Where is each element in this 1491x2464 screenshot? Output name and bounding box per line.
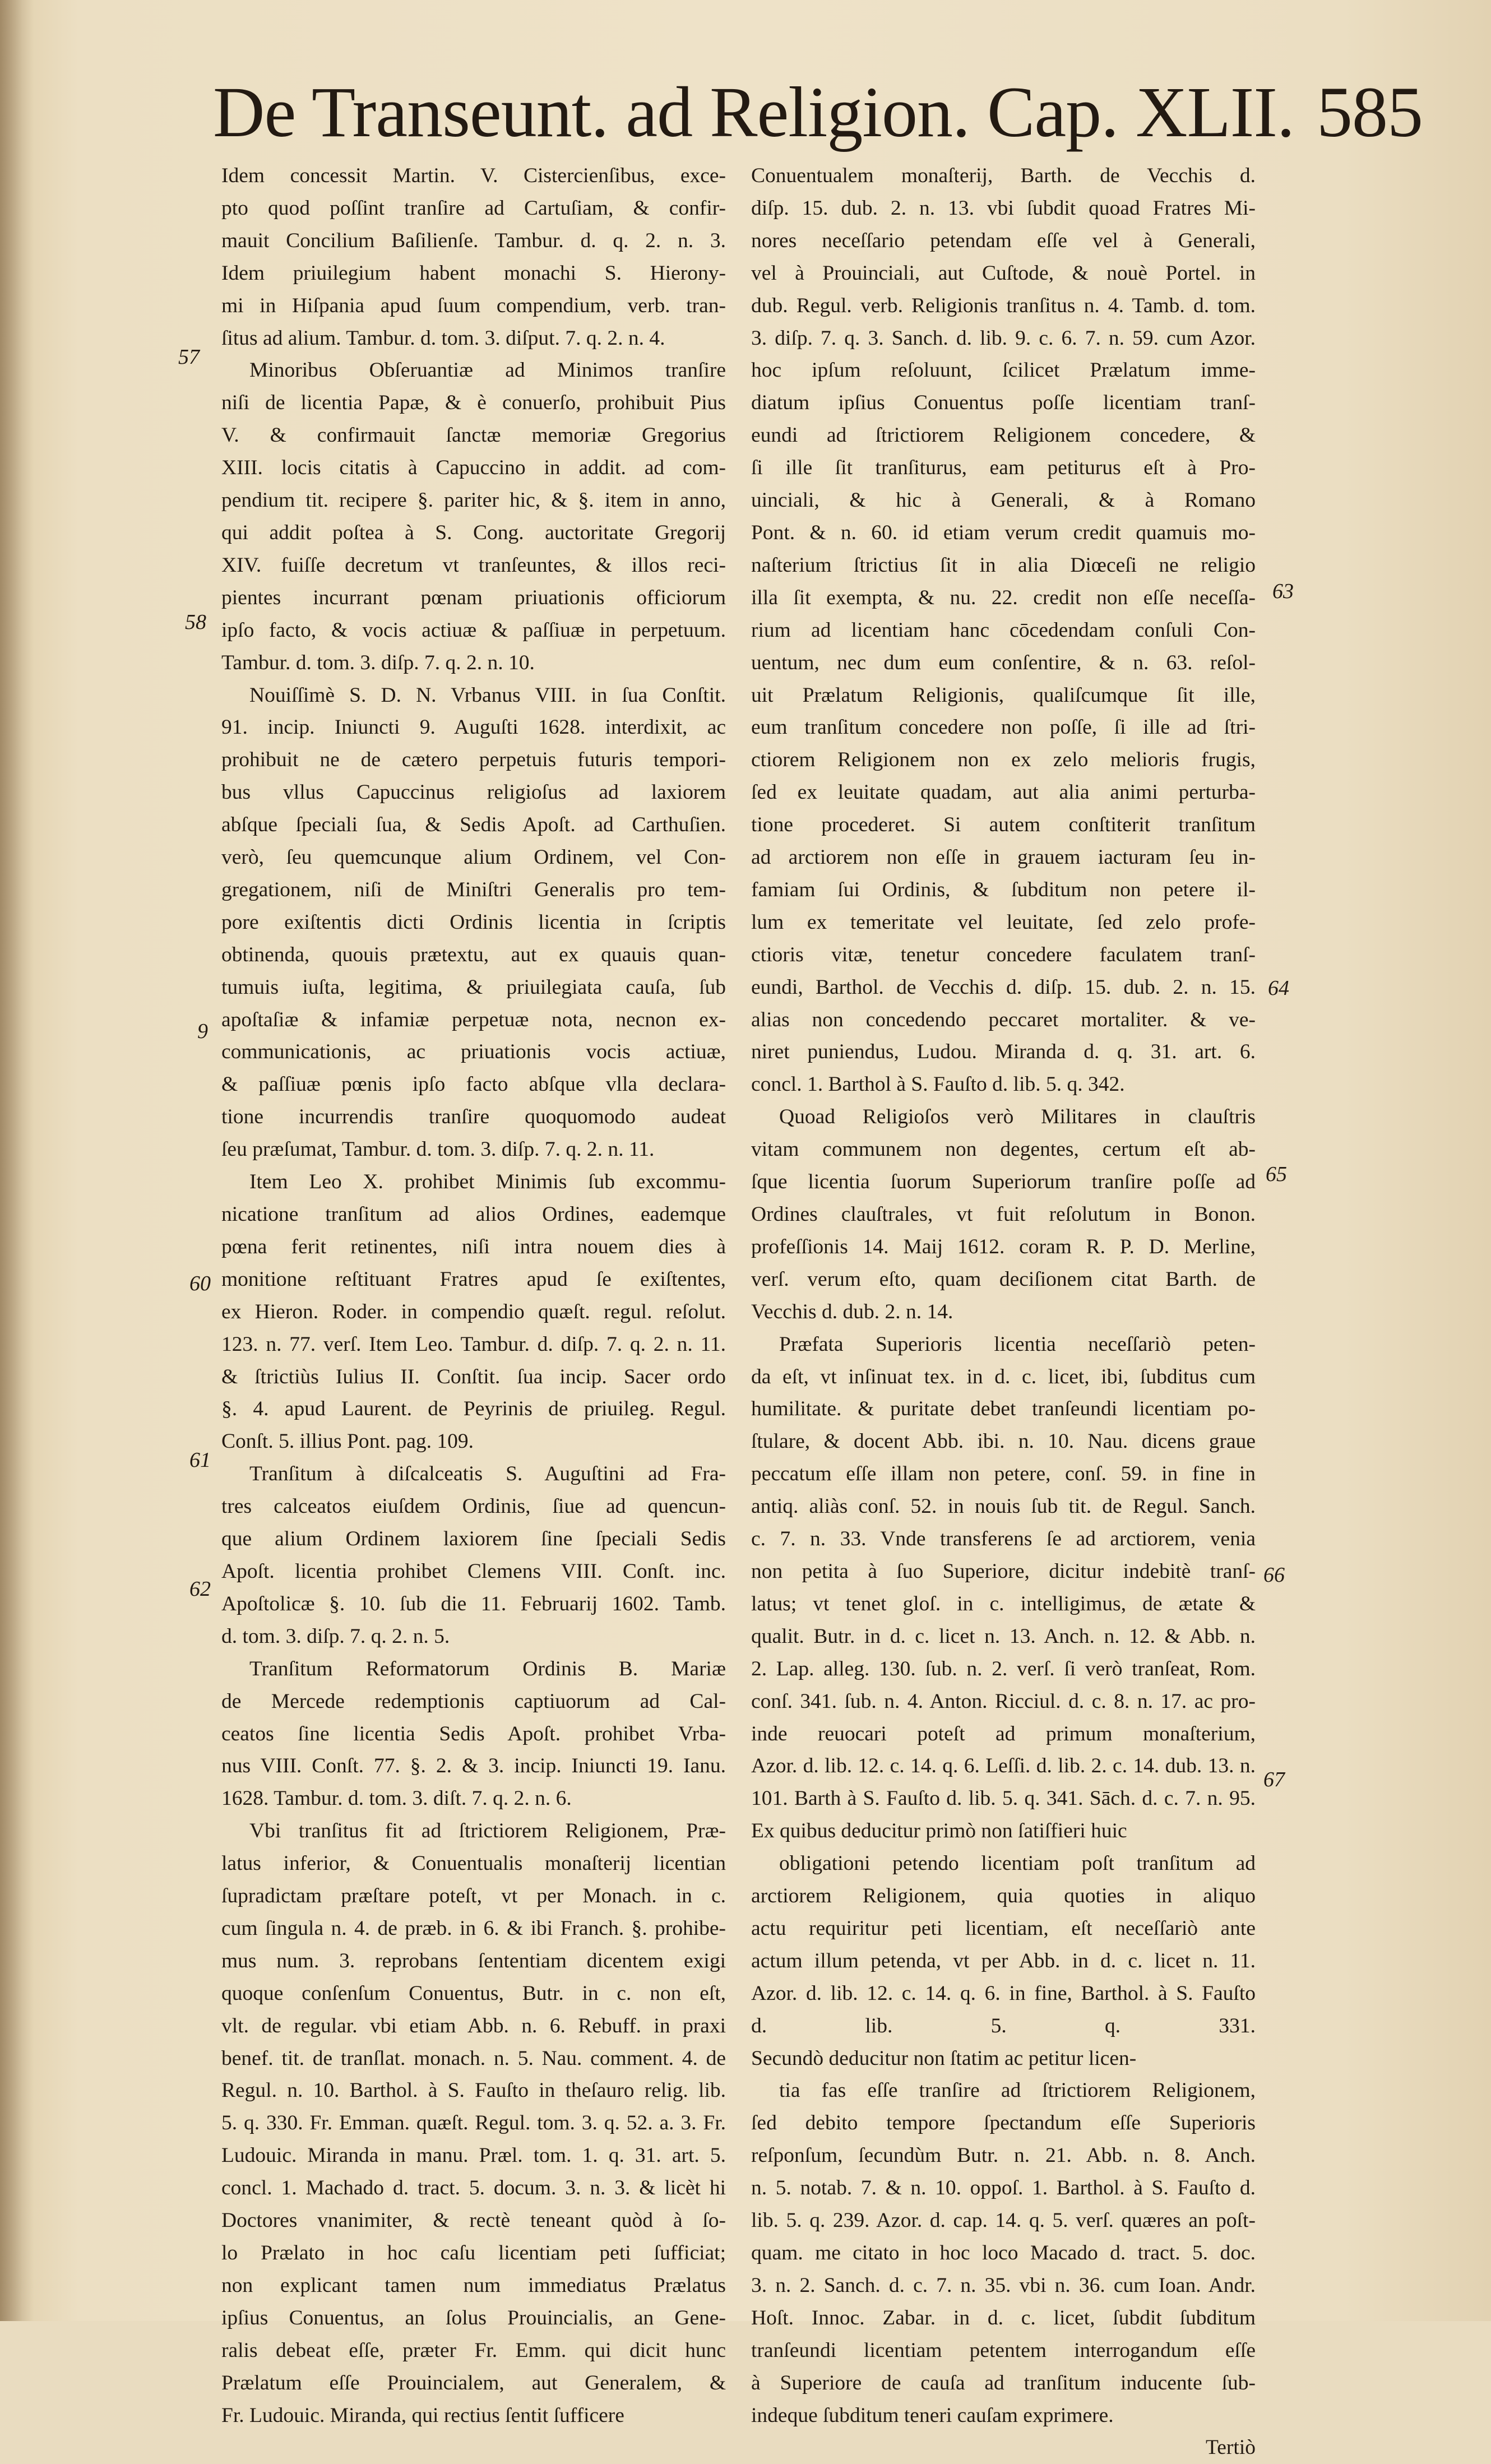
text-line: XIII. locis citatis à Capuccino in addit. ad com- [221, 456, 726, 480]
text-line: de Mercede redemptionis captiuorum ad Cal- [221, 1689, 726, 1713]
text-line: ipſius Conuentus, an ſolus Prouincialis, an Gene- [221, 2306, 726, 2329]
text-line: ctiorem Religionem non ex zelo melioris frugis, [751, 748, 1256, 772]
gutter-shadow [0, 0, 34, 2321]
text-line: 123. n. 77. verſ. Item Leo. Tambur. d. diſp. 7. q. 2. n. 11. [221, 1332, 726, 1356]
text-line: ipſo facto, & vocis actiuæ & paſſiuæ in perpetuum. [221, 618, 726, 642]
catchword: Tertiò [1205, 2436, 1256, 2460]
text-line: Minoribus Obſeruantiæ ad Minimos tranſire [249, 359, 726, 382]
text-line: ſed debito tempore ſpectandum eſſe Superioris [751, 2111, 1256, 2135]
text-line: pore exiſtentis dicti Ordinis licentia in ſcriptis [221, 910, 726, 934]
text-line: cum ſingula n. 4. de præb. in 6. & ibi Franch. §. prohibe- [221, 1916, 726, 1940]
text-line: eundi, Barthol. de Vecchis d. diſp. 15. dub. 2. n. 15. [751, 975, 1256, 999]
text-line: Item Leo X. prohibet Minimis ſub excommu- [249, 1170, 726, 1194]
text-line: diſp. 15. dub. 2. n. 13. vbi ſubdit quoad Fratres Mi- [751, 196, 1256, 220]
text-line: Doctores vnanimiter, & rectè teneant quòd à ſo- [221, 2209, 726, 2233]
text-line: eum tranſitum concedere non poſſe, ſi ille ad ſtri- [751, 716, 1256, 739]
text-line: 5. q. 330. Fr. Emman. quæſt. Regul. tom. 3. q. 52. a. 3. Fr. [221, 2111, 726, 2135]
text-line: latus inferior, & Conuentualis monaſterij licentian [221, 1852, 726, 1875]
text-line: vitam communem non degentes, certum eſt ab- [751, 1138, 1256, 1161]
margin-number: 66 [1263, 1563, 1285, 1587]
text-line: 101. Barth à S. Fauſto d. lib. 5. q. 341. Sāch. d. c. 7. n. 95. [751, 1787, 1256, 1810]
text-line: nores neceſſario petendam eſſe vel à Generali, [751, 229, 1256, 252]
text-line: Ex quibus deducitur primò non ſatiſfieri huic [751, 1819, 1127, 1843]
text-line: Vecchis d. dub. 2. n. 14. [751, 1300, 953, 1323]
text-line: dub. Regul. verb. Religionis tranſitus n. 4. Tamb. d. tom. [751, 294, 1256, 317]
text-line: da eſt, vt inſinuat tex. in d. c. licet, ibi, ſubditus cum [751, 1365, 1256, 1388]
text-line: tres calceatos eiuſdem Ordinis, ſiue ad quencun- [221, 1495, 726, 1518]
text-line: latus; vt tenet gloſ. in c. intelligimus, de ætate & [751, 1592, 1256, 1615]
text-line: uentum, nec dum eum conſentire, & n. 63. reſol- [751, 651, 1256, 674]
text-line: bus vllus Capuccinus religioſus ad laxiorem [221, 781, 726, 804]
text-line: quoque conſenſum Conuentus, Butr. in c. non eſt, [221, 1981, 726, 2005]
text-line: Quoad Religioſos verò Militares in clauſtris [779, 1105, 1256, 1129]
text-line: non petita à ſuo Superiore, dicitur indebitè tranſ- [751, 1559, 1256, 1583]
text-line: lib. 5. q. 239. Azor. d. cap. 14. q. 5. verſ. quæres an poſt- [751, 2209, 1256, 2233]
text-line: ex Hieron. Roder. in compendio quæſt. regul. reſolut. [221, 1300, 726, 1323]
text-line: ceatos ſine licentia Sedis Apoſt. prohibet Vrba- [221, 1722, 726, 1745]
margin-number: 65 [1266, 1162, 1287, 1186]
text-line: Regul. n. 10. Barthol. à S. Fauſto in theſauro relig. lib. [221, 2079, 726, 2102]
text-line: d. lib. 5. q. 331. [751, 2014, 1256, 2037]
text-line: conſ. 341. ſub. n. 4. Anton. Ricciul. d. c. 8. n. 17. ac pro- [751, 1689, 1256, 1713]
margin-number: 67 [1263, 1768, 1285, 1791]
text-line: illa ſit exempta, & nu. 22. credit non eſſe neceſſa- [751, 586, 1256, 609]
margin-number: 9 [197, 1020, 208, 1043]
margin-number: 62 [189, 1577, 211, 1601]
text-line: Vbi tranſitus fit ad ſtrictiorem Religionem, Præ- [249, 1819, 726, 1843]
text-line: pœna ferit retinentes, niſi intra nouem dies à [221, 1235, 726, 1258]
text-line: & paſſiuæ pœnis ipſo facto abſque vlla declara- [221, 1073, 726, 1096]
text-line: Ludouic. Miranda in manu. Præl. tom. 1. q. 31. art. 5. [221, 2144, 726, 2167]
margin-number: 58 [185, 610, 206, 634]
text-line: eundi ad ſtrictiorem Religionem concedere, & [751, 424, 1256, 447]
text-line: naſterium ſtrictius ſit in alia Diœceſi ne religio [751, 553, 1256, 577]
text-line: Tranſitum Reformatorum Ordinis B. Mariæ [249, 1657, 726, 1680]
text-line: verſ. verum eſto, quam deciſionem citat Barth. de [751, 1267, 1256, 1291]
text-line: qui addit poſtea à S. Cong. auctoritate Gregorij [221, 521, 726, 544]
text-line: quam. me citato in hoc loco Macado d. tract. 5. doc. [751, 2241, 1256, 2264]
text-line: peccatum eſſe illam non petere, conſ. 59. in fine in [751, 1462, 1256, 1486]
text-line: 2. Lap. alleg. 130. ſub. n. 2. verſ. ſi verò tranſeat, Rom. [751, 1657, 1256, 1680]
text-line: 3. n. 2. Sanch. d. c. 7. n. 35. vbi n. 36. cum Ioan. Andr. [751, 2273, 1256, 2297]
text-line: Tranſitum à diſcalceatis S. Auguſtini ad Fra- [249, 1462, 726, 1486]
text-line: obligationi petendo licentiam poſt tranſitum ad [779, 1852, 1256, 1875]
text-line: abſque ſpeciali ſua, & Sedis Apoſt. ad Carthuſien. [221, 813, 726, 837]
text-line: ſeu præſumat, Tambur. d. tom. 3. diſp. 7. q. 2. n. 11. [221, 1138, 655, 1161]
text-line: ralis debeat eſſe, præter Fr. Emm. qui dicit hunc [221, 2338, 726, 2362]
text-line: concl. 1. Machado d. tract. 5. docum. 3. n. 3. & licèt hi [221, 2176, 726, 2200]
text-line: lo Prælato in hoc caſu licentiam peti ſufficiat; [221, 2241, 726, 2264]
text-line: pientes incurrant pœnam priuationis officiorum [221, 586, 726, 609]
text-line: uit Prælatum Religionis, qualiſcumque ſit ille, [751, 683, 1256, 707]
text-line: humilitate. & puritate debet tranſeundi licentiam po- [751, 1397, 1256, 1421]
text-line: antiq. aliàs conſ. 52. in nouis ſub tit. de Regul. Sanch. [751, 1495, 1256, 1518]
margin-number: 57 [178, 345, 200, 369]
text-line: hoc ipſum reſoluunt, ſcilicet Prælatum imme- [751, 359, 1256, 382]
text-line: Idem priuilegium habent monachi S. Hierony- [221, 261, 726, 285]
text-line: vel à Prouinciali, aut Cuſtode, & nouè Portel. in [751, 261, 1256, 285]
text-line: Azor. d. lib. 12. c. 14. q. 6. Leſſi. d. lib. 2. c. 14. dub. 13. n. [751, 1754, 1256, 1778]
text-line: à Superiore de cauſa ad tranſitum inducente ſub- [751, 2371, 1256, 2394]
text-line: tione procederet. Si autem conſtiterit tranſitum [751, 813, 1256, 837]
text-line: benef. tit. de tranſlat. monach. n. 5. Nau. comment. 4. de [221, 2046, 726, 2070]
margin-number: 63 [1272, 580, 1294, 603]
text-line: Tambur. d. tom. 3. diſp. 7. q. 2. n. 10. [221, 651, 535, 674]
text-line: inde reuocari poteſt ad primum monaſterium, [751, 1722, 1256, 1745]
text-line: 1628. Tambur. d. tom. 3. diſt. 7. q. 2. n. 6. [221, 1787, 572, 1810]
text-line: ſitus ad alium. Tambur. d. tom. 3. diſput. 7. q. 2. n. 4. [221, 326, 665, 350]
text-line: ctioris vitæ, tenetur concedere faculatem tranſ- [751, 943, 1256, 966]
text-line: ſtulare, & docent Abb. ibi. n. 10. Nau. dicens graue [751, 1430, 1256, 1453]
text-line: arctiorem Religionem, quia quoties in aliquo [751, 1884, 1256, 1908]
text-line: niret puniendus, Ludou. Miranda d. q. 31. art. 6. [751, 1040, 1256, 1064]
text-line: ſi ille ſit tranſiturus, eam petiturus eſt à Pro- [751, 456, 1256, 480]
text-line: Præfata Superioris licentia neceſſariò peten- [779, 1332, 1256, 1356]
text-line: Azor. d. lib. 12. c. 14. q. 6. in fine, Barthol. à S. Fauſto [751, 1981, 1256, 2005]
text-line: §. 4. apud Laurent. de Peyrinis de priuileg. Regul. [221, 1397, 726, 1421]
text-line: ſque licentia ſuorum Superiorum tranſire poſſe ad [751, 1170, 1256, 1194]
text-line: lum ex temeritate vel leuitate, ſed zelo profe- [751, 910, 1256, 934]
right-column [751, 160, 1256, 2464]
text-line: Conuentualem monaſterij, Barth. de Vecchis d. [751, 164, 1256, 187]
text-line: Apoſtolicæ §. 10. ſub die 11. Februarij 1602. Tamb. [221, 1592, 726, 1615]
text-line: ſed ex leuitate quadam, aut alia animi perturba- [751, 781, 1256, 804]
text-line: famiam ſui Ordinis, & ſubditum non petere il- [751, 878, 1256, 901]
text-line: & ſtrictiùs Iulius II. Conſtit. ſua incip. Sacer ordo [221, 1365, 726, 1388]
text-line: concl. 1. Barthol à S. Fauſto d. lib. 5. q. 342. [751, 1073, 1125, 1096]
margin-number: 64 [1268, 976, 1289, 1000]
text-line: tia fas eſſe tranſire ad ſtrictiorem Religionem, [779, 2079, 1256, 2102]
text-line: Prælatum eſſe Prouincialem, aut Generalem, & [221, 2371, 726, 2394]
text-line: actu requiritur peti licentiam, eſt neceſſariò ante [751, 1916, 1256, 1940]
text-line: mauit Concilium Baſilienſe. Tambur. d. q. 2. n. 3. [221, 229, 726, 252]
text-line: mus num. 3. reprobans ſententiam dicentem exigi [221, 1949, 726, 1972]
text-line: 91. incip. Iniuncti 9. Auguſti 1628. interdixit, ac [221, 716, 726, 739]
text-line: niſi de licentia Papæ, & è conuerſo, prohibuit Pius [221, 391, 726, 415]
text-line: Conſt. 5. illius Pont. pag. 109. [221, 1430, 474, 1453]
text-line: monitione reſtituant Fratres apud ſe exiſtentes, [221, 1267, 726, 1291]
text-line: obtinenda, quouis prætextu, aut ex quauis quan- [221, 943, 726, 966]
text-line: Pont. & n. 60. id etiam verum credit quamuis mo- [751, 521, 1256, 544]
text-line: communicationis, ac priuationis vocis actiuæ, [221, 1040, 726, 1064]
text-line: alias non concedendo peccaret mortaliter. & ve- [751, 1008, 1256, 1031]
text-line: c. 7. n. 33. Vnde transferens ſe ad arctiorem, venia [751, 1527, 1256, 1551]
text-line: tranſeundi licentiam petentem interrogandum eſſe [751, 2338, 1256, 2362]
text-line: prohibuit ne de cætero perpetuis futuris tempori- [221, 748, 726, 772]
text-line: verò, ſeu quemcunque alium Ordinem, vel Con- [221, 846, 726, 869]
text-line: nus VIII. Conſt. 77. §. 2. & 3. incip. Iniuncti 19. Ianu. [221, 1754, 726, 1778]
text-line: tumuis iuſta, legitima, & priuilegiata cauſa, ſub [221, 975, 726, 999]
text-line: 3. diſp. 7. q. 3. Sanch. d. lib. 9. c. 6. 7. n. 59. cum Azor. [751, 326, 1256, 350]
text-line: qualit. Butr. in d. c. licet n. 13. Anch. n. 12. & Abb. n. [751, 1624, 1256, 1648]
text-line: V. & confirmauit ſanctæ memoriæ Gregorius [221, 424, 726, 447]
text-line: rium ad licentiam hanc cōcedendam conſuli Con- [751, 618, 1256, 642]
running-title: De Transeunt. ad Religion. Cap. XLII. [213, 72, 1294, 152]
page-number: 585 [1317, 72, 1423, 152]
text-line: indeque ſubditum teneri cauſam exprimere. [751, 2403, 1114, 2427]
text-line: mi in Hiſpania apud ſuum compendium, verb. tran- [221, 294, 726, 317]
text-line: Idem concessit Martin. V. Cistercienſibus, exce- [221, 164, 726, 187]
text-line: que alium Ordinem laxiorem ſine ſpeciali Sedis [221, 1527, 726, 1551]
text-line: Hoſt. Innoc. Zabar. in d. c. licet, ſubdit ſubditum [751, 2306, 1256, 2329]
text-line: apoſtaſiæ & infamiæ perpetuæ nota, necnon ex- [221, 1008, 726, 1031]
text-line: non explicant tamen num immediatus Prælatus [221, 2273, 726, 2297]
text-line: actum illum petenda, vt per Abb. in d. c. licet n. 11. [751, 1949, 1256, 1972]
text-line: n. 5. notab. 7. & n. 10. oppoſ. 1. Barthol. à S. Fauſto d. [751, 2176, 1256, 2200]
text-line: d. tom. 3. diſp. 7. q. 2. n. 5. [221, 1624, 450, 1648]
text-line: Apoſt. licentia prohibet Clemens VIII. Conſt. inc. [221, 1559, 726, 1583]
text-line: ad arctiorem non eſſe in grauem iacturam ſeu in- [751, 846, 1256, 869]
text-line: gregationem, niſi de Miniſtri Generalis pro tem- [221, 878, 726, 901]
text-line: ſupradictam præſtare poteſt, vt per Monach. in c. [221, 1884, 726, 1908]
text-line: diatum ipſius Conuentus poſſe licentiam tranſ- [751, 391, 1256, 415]
text-line: Secundò deducitur non ſtatim ac petitur licen- [751, 2046, 1137, 2070]
text-line: reſponſum, ſecundùm Butr. n. 21. Abb. n. 8. Anch. [751, 2144, 1256, 2167]
margin-number: 61 [189, 1448, 211, 1472]
text-line: pendium tit. recipere §. pariter hic, & §. item in anno, [221, 489, 726, 512]
left-column [221, 160, 726, 2431]
margin-number: 60 [189, 1272, 211, 1295]
running-header [213, 67, 1423, 157]
text-line: nicatione tranſitum ad alios Ordines, eademque [221, 1203, 726, 1226]
text-line: pto quod poſſint tranſire ad Cartuſiam, & confir- [221, 196, 726, 220]
text-line: tione incurrendis tranſire quoquomodo audeat [221, 1105, 726, 1129]
text-line: Fr. Ludouic. Miranda, qui rectius ſentit ſufficere [221, 2403, 624, 2427]
text-line: vlt. de regular. vbi etiam Abb. n. 6. Rebuff. in praxi [221, 2014, 726, 2037]
text-line: profeſſionis 14. Maij 1612. coram R. P. D. Merline, [751, 1235, 1256, 1258]
text-line: uinciali, & hic à Generali, & à Romano [751, 489, 1256, 512]
text-line: XIV. fuiſſe decretum vt tranſeuntes, & illos reci- [221, 553, 726, 577]
text-line: Ordines clauſtrales, vt fuit reſolutum in Bonon. [751, 1203, 1256, 1226]
text-line: Nouiſſimè S. D. N. Vrbanus VIII. in ſua Conſtit. [249, 683, 726, 707]
